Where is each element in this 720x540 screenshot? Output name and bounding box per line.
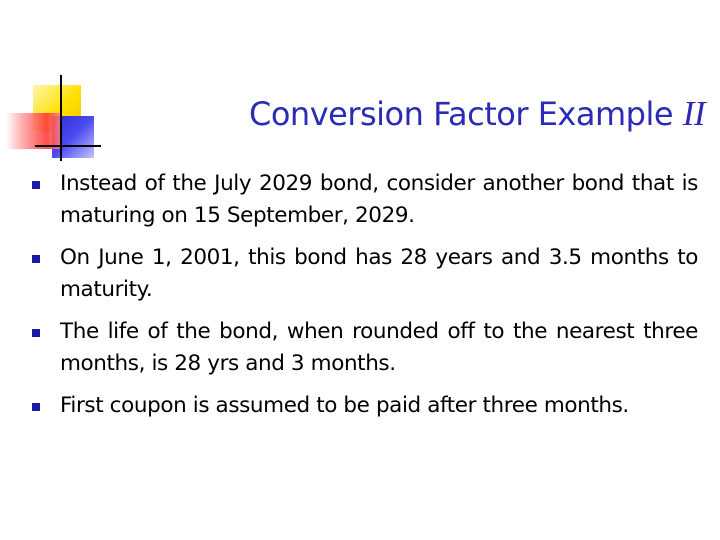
bullet-text: On June 1, 2001, this bond has 28 years and 3.5 months to maturity. — [60, 245, 698, 302]
bullet-item — [30, 242, 698, 306]
bullet-item — [30, 316, 698, 380]
bullet-text: The life of the bond, when rounded off to the nearest three months, is 28 yrs and 3 months. — [60, 319, 698, 376]
slide-title-numeral: II — [682, 94, 705, 133]
logo-horizontal-line — [35, 145, 101, 147]
slide-title-text: Conversion Factor Example — [248, 95, 674, 133]
bullet-list — [30, 168, 698, 432]
bullet-square-icon — [32, 329, 40, 337]
bullet-square-icon — [32, 255, 40, 263]
bullet-square-icon — [32, 181, 40, 189]
decorative-logo — [0, 70, 110, 165]
slide-title — [120, 94, 705, 134]
logo-vertical-line — [60, 75, 62, 161]
bullet-text: First coupon is assumed to be paid after three months. — [60, 393, 629, 418]
bullet-square-icon — [32, 403, 40, 411]
bullet-text: Instead of the July 2029 bond, consider another bond that is maturing on 15 September, 2029. — [60, 171, 698, 228]
bullet-item — [30, 390, 698, 422]
bullet-item — [30, 168, 698, 232]
logo-red-bar — [6, 113, 60, 149]
